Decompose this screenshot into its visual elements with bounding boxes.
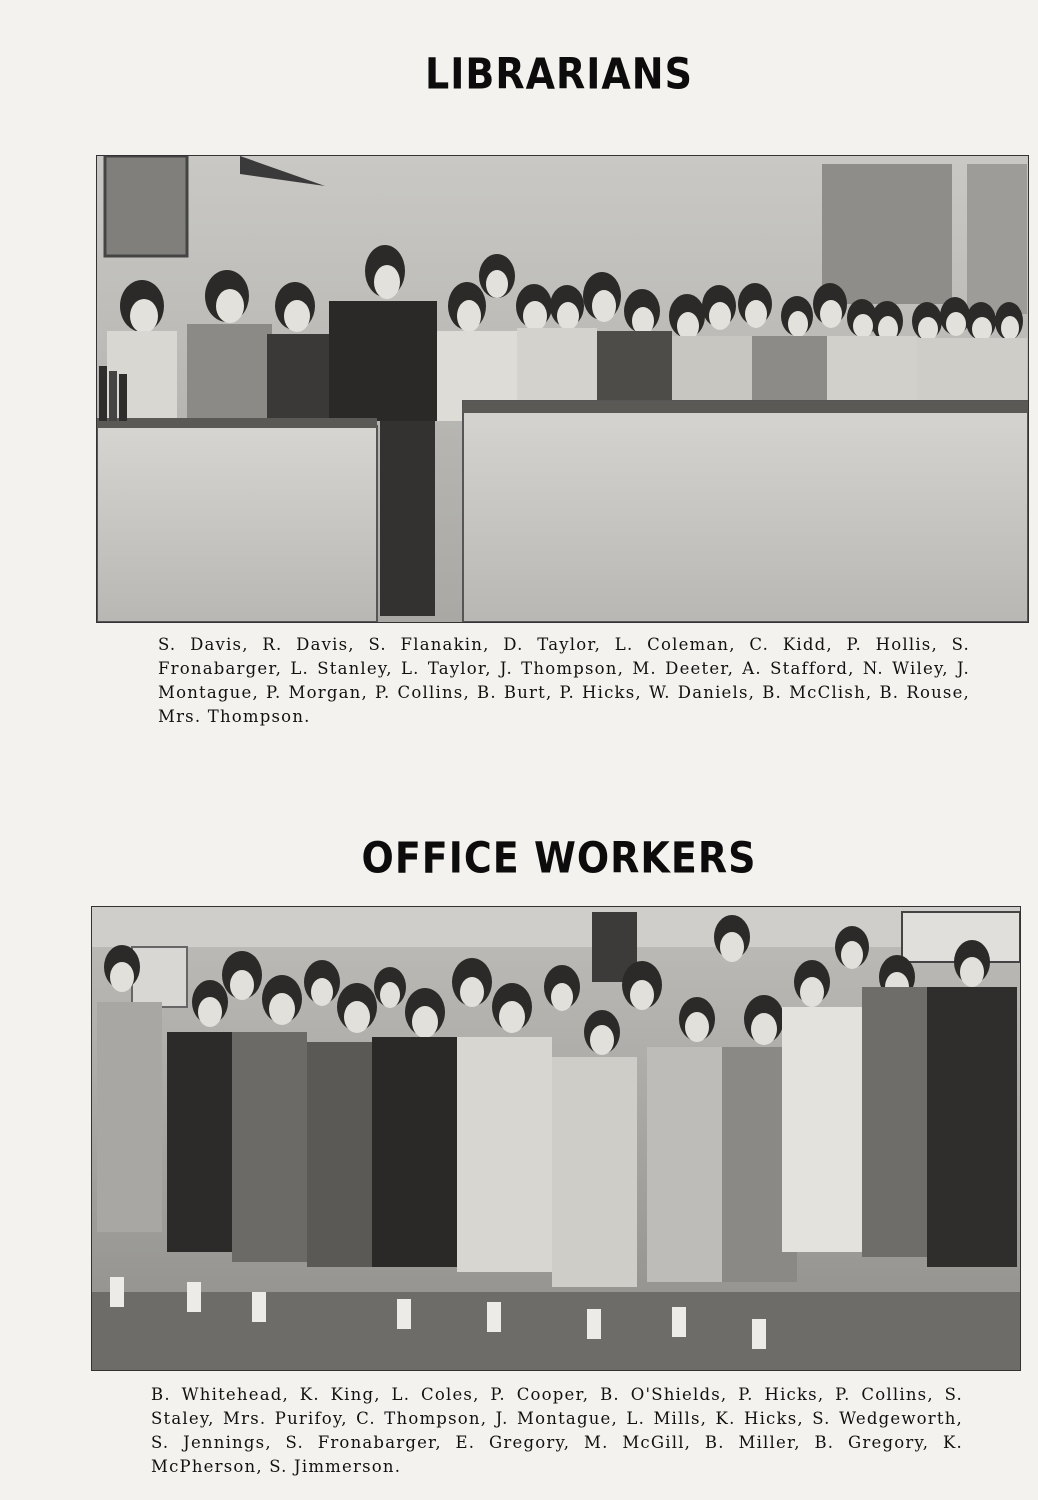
office-workers-caption: B. Whitehead, K. King, L. Coles, P. Cooper, B. O'Shields, P. Hicks, P. Collins, S. Staley, Mrs. Purifoy, C. Thompson, J. Montague, L. Mills, K. Hicks, S. Wedgeworth, S. Jennings, S. Fronabarger, E. Gregory, M. McGill, B. Miller, B. Gregory, K. McPherson, S. Jimmerson. <box>151 1385 963 1476</box>
librarians-photo <box>97 156 1028 622</box>
office-workers-photo <box>92 907 1020 1370</box>
librarians-caption: S. Davis, R. Davis, S. Flanakin, D. Taylor, L. Coleman, C. Kidd, P. Hollis, S. Fronabarger, L. Stanley, L. Taylor, J. Thompson, M. Deeter, A. Stafford, N. Wiley, J. Montague, P. Morgan, P. Collins, B. Burt, P. Hicks, W. Daniels, B. McClish, B. Rouse, Mrs. Thompson. <box>158 635 970 726</box>
librarians-heading: LIBRARIANS <box>425 49 693 99</box>
office-workers-heading: OFFICE WORKERS <box>361 833 757 883</box>
